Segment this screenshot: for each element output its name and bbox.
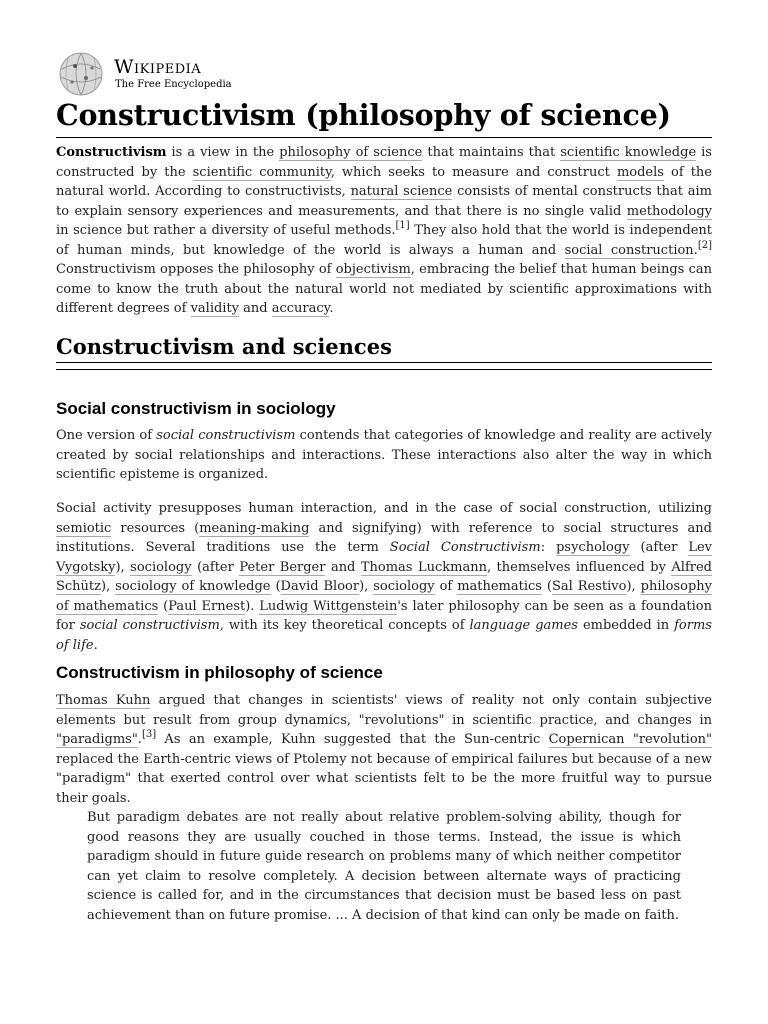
citation-2[interactable]: [2] [697,239,712,251]
blockquote: But paradigm debates are not really about relative problem-solving ability, though for good reasons they are usually couched in those terms. Instead, the issue is which paradigm should in future guide research on problems many of which neither competitor can yet claim to resolve completely. A decision between alternate ways of practicing science is called for, and in the circumstances that decision must be based less on past achievement than on future promise. ... A decision of that kind can only be made on faith. [87,810,681,923]
section-rule-bottom [56,369,712,370]
citation-1[interactable]: [1] [395,220,410,231]
subsection-heading-philosophy: Constructivism in philosophy of science [56,663,383,682]
link-philosophy-of-mathematics[interactable]: philosophy of mathematics [56,579,712,614]
wikipedia-globe-icon[interactable] [56,51,106,97]
link-mathematics[interactable]: mathematics [457,579,542,594]
link-peter-berger[interactable]: Peter Berger [239,559,326,575]
link-meaning-making[interactable]: meaning-making [199,520,310,536]
link-thomas-kuhn[interactable]: Thomas Kuhn [56,693,151,708]
link-objectivism[interactable]: objectivism [335,262,411,277]
link-sociology-2[interactable]: sociology [373,579,435,594]
link-psychology[interactable]: psychology [556,540,630,555]
link-validity[interactable]: validity [190,301,240,316]
link-sal-restivo[interactable]: Sal Restivo [552,579,627,594]
link-methodology[interactable]: methodology [626,203,712,219]
citation-3[interactable]: [3] [141,729,157,740]
title-underline [56,137,712,138]
link-thomas-luckmann[interactable]: Thomas Luckmann [360,559,487,575]
intro-paragraph: Constructivism is a view in the philosophy of science that maintains that scientific knowledge is constructed by the scientific community, which seeks to measure and construct models of the natural world. According to constructivists, natural science consists of mental constructs that aim to explain sensory experiences and measurements, and that there is no single valid methodology in science but rather a diversity of useful methods.[1] They also hold that the world is independent of human minds, but knowledge of the world is always a human and social construction.[2] Constructivism opposes the philosophy of objectivism, embracing the belief that human beings can come to know the truth about the natural world not mediated by scientific approximations with different degrees of validity and accuracy. [56,145,713,316]
link-scientific-knowledge[interactable]: scientific knowledge [560,145,697,160]
link-accuracy[interactable]: accuracy [271,301,330,316]
sociology-paragraph-2: Social activity presupposes human interaction, and in the case of social construction, utilizing semiotic resources (meaning-making and signifying) with reference to social structures and institutions. Several traditions use the term Social Constructivism: psychology (after Lev Vygotsky), sociology (after Peter Berger and Thomas Luckmann, themselves influenced by Alfred Schütz), sociology of knowledge (David Bloor), sociology of mathematics (Sal Restivo), philosophy of mathematics (Paul Ernest). Ludwig Wittgenstein's later philosophy can be seen as a foundation for social constructivism, with its key theoretical concepts of language games embedded in forms of life. [56,501,713,653]
link-paradigms[interactable]: "paradigms" [56,732,138,747]
link-lev-vygotsky[interactable]: Lev Vygotsky [56,540,713,575]
link-natural-science[interactable]: natural science [350,184,453,199]
section-heading: Constructivism and sciences [56,334,392,359]
link-david-bloor[interactable]: David Bloor [280,579,360,594]
section-rule-top [56,362,712,363]
wikipedia-wordmark[interactable]: Wikipedia [114,56,202,78]
link-semiotic[interactable]: semiotic [56,520,112,536]
wikipedia-tagline: The Free Encyclopedia [115,79,232,90]
link-paul-ernest[interactable]: Paul Ernest [168,598,246,614]
link-sociology-of-knowledge[interactable]: sociology of knowledge [115,579,271,594]
link-scientific-community[interactable]: scientific community [192,164,331,180]
link-alfred-schutz[interactable]: Alfred Schütz [56,559,712,594]
link-copernican-revolution[interactable]: Copernican "revolution" [548,732,713,747]
subsection-heading-sociology: Social constructivism in sociology [56,399,336,418]
page-title: Constructivism (philosophy of science) [56,98,671,132]
sociology-paragraph-1: One version of social constructivism contends that categories of knowledge and reality are actively created by social relationships and interactions. These interactions also alter the way in which scientific episteme is organized. [56,428,712,482]
link-philosophy-of-science[interactable]: philosophy of science [279,145,423,160]
link-sociology[interactable]: sociology [130,559,192,575]
link-social-construction[interactable]: social construction [564,242,694,258]
philosophy-paragraph-1: Thomas Kuhn argued that changes in scientists' views of reality not only contain subjective elements but result from group dynamics, "revolutions" in scientific practice, and changes in "paradigms".[3] As an example, Kuhn suggested that the Sun-centric Copernican "revolution" replaced the Earth-centric views of Ptolemy not because of empirical failures but because of a new "paradigm" that exerted control over what scientists felt to be the more fruitful way to pursue their goals. [56,693,713,806]
link-ludwig-wittgenstein[interactable]: Ludwig Wittgenstein [259,598,398,614]
bold-term: Constructivism [56,145,167,160]
link-models[interactable]: models [616,164,664,180]
